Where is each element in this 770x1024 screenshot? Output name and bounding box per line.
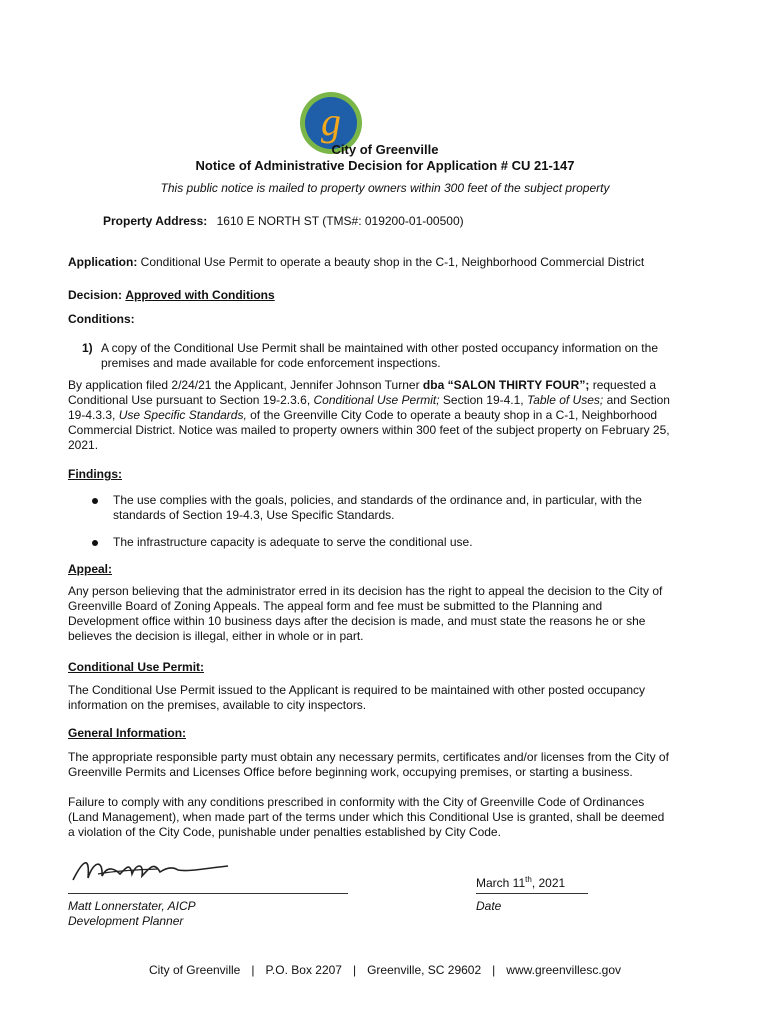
decision-label: Decision:	[68, 288, 123, 302]
date-label: Date	[476, 899, 502, 913]
bullet-icon	[92, 498, 98, 504]
signatory-block	[68, 899, 196, 929]
footer-city: City of Greenville	[148, 963, 241, 977]
bullet-icon	[92, 540, 98, 546]
date-line	[476, 893, 588, 894]
condition-item	[101, 341, 711, 371]
general-heading: General Information:	[68, 726, 187, 740]
city-title: City of Greenville	[331, 142, 439, 157]
footer-pobox: P.O. Box 2207	[265, 963, 342, 977]
footer-separator: |	[352, 963, 357, 977]
conditions-label: Conditions:	[68, 312, 135, 326]
general-paragraph-2: Failure to comply with any conditions prescribed in conformity with the City of Greenville Code of Ordinances (Land Management), when made part of the terms under which this Conditional Use is granted, shall be deemed a violation of the City Code, punishable under penalties established by City Code.	[68, 795, 665, 839]
property-address	[103, 214, 464, 228]
signature-date: March 11th, 2021	[476, 875, 566, 890]
condition-line-1: A copy of the Conditional Use Permit shall be maintained with other posted occupancy information on the	[101, 341, 658, 355]
signatory-name: Matt Lonnerstater, AICP	[68, 899, 196, 913]
condition-line-2: premises and made available for code enforcement inspections.	[101, 356, 441, 370]
permit-paragraph: The Conditional Use Permit issued to the Applicant is required to be maintained with other posted occupancy information on the premises, available to city inspectors.	[68, 683, 645, 712]
property-value: 1610 E NORTH ST (TMS#: 019200-01-00500)	[216, 214, 464, 228]
appeal-paragraph: Any person believing that the administrator erred in its decision has the right to appeal the decision to the City of Greenville Board of Zoning Appeals. The appeal form and fee must be submitted to the Planning and Development office within 10 business days after the decision is made, and must state the reasons he or she believes the decision is illegal, either in whole or in part.	[68, 584, 663, 643]
decision-line	[68, 288, 704, 303]
signature-image	[68, 850, 233, 890]
signatory-title: Development Planner	[68, 914, 184, 928]
public-notice-note: This public notice is mailed to property owners within 300 feet of the subject property	[160, 181, 610, 195]
logo-letter: g	[321, 99, 341, 144]
application-label: Application:	[68, 255, 138, 269]
findings-heading: Findings:	[68, 467, 122, 481]
notice-title: Notice of Administrative Decision for Application # CU 21-147	[195, 158, 575, 173]
footer-address: Greenville, SC 29602	[367, 963, 482, 977]
footer-separator: |	[492, 963, 496, 977]
application-line	[68, 255, 704, 270]
intro-paragraph: By application filed 2/24/21 the Applicant, Jennifer Johnson Turner dba “SALON THIRTY FOUR”; requested a Conditional Use pursuant to Section 19-2.3.6, Conditional Use Permit; Section 19-4.1, Table of Uses; and Section 19-4.3.3, Use Specific Standards, of the Greenville City Code to operate a beauty shop in a C-1, Neighborhood Commercial District. Notice was mailed to property owners within 300 feet of the subject property on February 25, 2021.	[68, 378, 670, 452]
decision-value: Approved with Conditions	[125, 288, 275, 302]
application-value: Conditional Use Permit to operate a beauty shop in the C-1, Neighborhood Commercial District	[140, 255, 645, 269]
general-paragraph-1: The appropriate responsible party must obtain any necessary permits, certificates and/or licenses from the City of Greenville Permits and Licenses Office before beginning work, occupying premises, or starting a business.	[68, 750, 669, 779]
dba-name: dba “SALON THIRTY FOUR”;	[422, 378, 590, 392]
signature-line	[68, 893, 348, 894]
footer	[0, 963, 770, 977]
appeal-heading: Appeal:	[68, 562, 113, 576]
property-label: Property Address:	[103, 214, 208, 228]
condition-number: 1)	[82, 341, 93, 355]
finding-item: The use complies with the goals, policies, and standards of the ordinance and, in particular, with the standards of Section 19-4.3, Use Specific Standards.	[113, 493, 642, 522]
permit-heading: Conditional Use Permit:	[68, 660, 205, 674]
finding-item: The infrastructure capacity is adequate to serve the conditional use.	[113, 535, 473, 549]
footer-website[interactable]: www.greenvillesc.gov	[506, 963, 622, 977]
footer-separator: |	[251, 963, 255, 977]
